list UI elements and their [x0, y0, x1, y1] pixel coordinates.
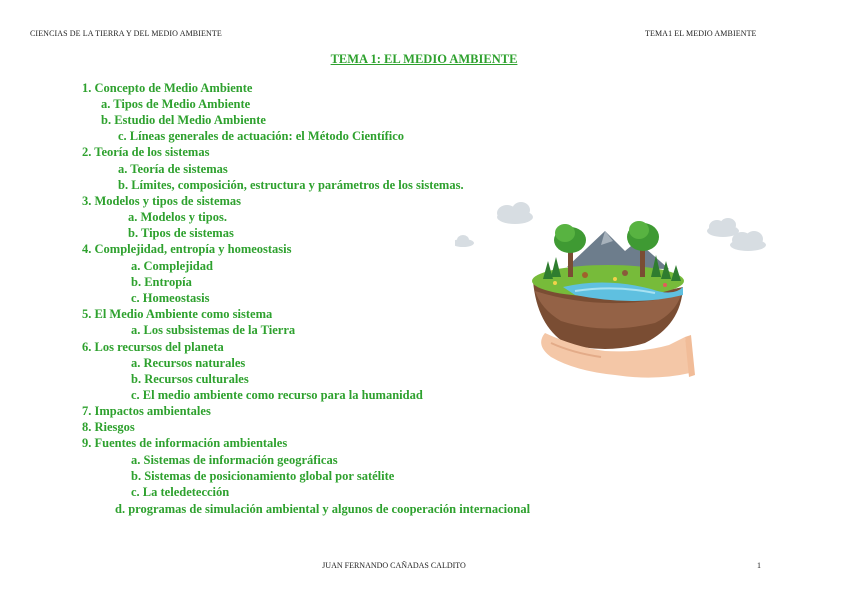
toc-item-9d: d. programas de simulación ambiental y algunos de cooperación internacional	[115, 502, 531, 516]
toc-item-4: 4. Complejidad, entropía y homeostasis	[82, 242, 292, 256]
toc-item-7: 7. Impactos ambientales	[82, 404, 211, 418]
toc-item-6a: a. Recursos naturales	[131, 356, 246, 370]
earth-in-hand-illustration	[455, 195, 775, 385]
toc-item-6c: c. El medio ambiente como recurso para la humanidad	[131, 388, 423, 402]
toc-item-4b: b. Entropía	[131, 275, 192, 289]
page-title: TEMA 1: EL MEDIO AMBIENTE	[330, 52, 518, 66]
footer-author: JUAN FERNANDO CAÑADAS CALDITO	[322, 561, 466, 570]
toc-item-8: 8. Riesgos	[82, 420, 135, 434]
toc-item-9: 9. Fuentes de información ambientales	[82, 436, 288, 450]
toc-item-9b: b. Sistemas de posicionamiento global por satélite	[131, 469, 395, 483]
toc-item-1c: c. Líneas generales de actuación: el Método Científico	[118, 129, 405, 143]
cloud-icon	[707, 218, 739, 237]
toc-item-4a: a. Complejidad	[131, 259, 213, 273]
toc-item-2b: b. Límites, composición, estructura y parámetros de los sistemas.	[118, 178, 464, 192]
cloud-icon	[730, 231, 766, 251]
toc-item-3b: b. Tipos de sistemas	[128, 226, 234, 240]
header-right: TEMA1 EL MEDIO AMBIENTE	[645, 29, 757, 38]
page-number: 1	[757, 561, 761, 570]
cloud-icon	[497, 202, 533, 224]
toc-item-1a: a. Tipos de Medio Ambiente	[101, 97, 251, 111]
toc-item-1: 1. Concepto de Medio Ambiente	[82, 81, 253, 95]
toc-item-6b: b. Recursos culturales	[131, 372, 249, 386]
header-left: CIENCIAS DE LA TIERRA Y DEL MEDIO AMBIENTE	[30, 29, 222, 38]
toc-item-2: 2. Teoría de los sistemas	[82, 145, 210, 159]
toc-item-3a: a. Modelos y tipos.	[128, 210, 227, 224]
toc-item-5: 5. El Medio Ambiente como sistema	[82, 307, 273, 321]
toc-item-4c: c. Homeostasis	[131, 291, 210, 305]
toc-item-9c: c. La teledetección	[131, 485, 230, 499]
toc-item-2a: a. Teoría de sistemas	[118, 162, 228, 176]
toc-item-3: 3. Modelos y tipos de sistemas	[82, 194, 242, 208]
cloud-icon	[455, 235, 474, 247]
toc-item-9a: a. Sistemas de información geográficas	[131, 453, 338, 467]
toc-item-6: 6. Los recursos del planeta	[82, 340, 224, 354]
toc-item-5a: a. Los subsistemas de la Tierra	[131, 323, 296, 337]
toc-item-1b: b. Estudio del Medio Ambiente	[101, 113, 266, 127]
